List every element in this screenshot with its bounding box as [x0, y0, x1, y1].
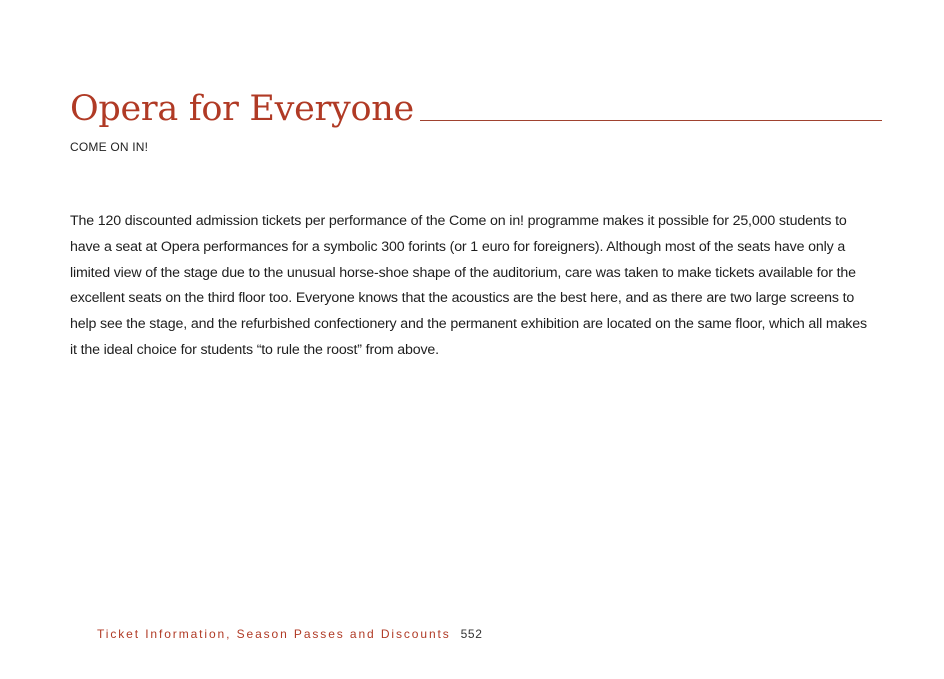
- footer-section-title: Ticket Information, Season Passes and Discounts: [97, 627, 451, 641]
- page-subtitle: COME ON IN!: [70, 140, 149, 154]
- body-paragraph: The 120 discounted admission tickets per performance of the Come on in! programme makes it possible for 25,000 students to have a seat at Opera performances for a symbolic 300 forints (or 1 euro for foreigners). Although most of the seats have only a limited view of the stage due to the unusual horse-shoe shape of the auditorium, care was taken to make tickets available for the excellent seats on the third floor too. Everyone knows that the acoustics are the best here, and as there are two large screens to help see the stage, and the refurbished confectionery and the permanent exhibition are located on the same floor, which all makes it the ideal choice for students “to rule the roost” from above.: [70, 213, 867, 358]
- page-number: 552: [460, 627, 483, 641]
- title-rule: [420, 120, 882, 121]
- page-footer: [97, 627, 482, 641]
- page-title: Opera for Everyone: [70, 89, 414, 129]
- title-block: [70, 89, 882, 129]
